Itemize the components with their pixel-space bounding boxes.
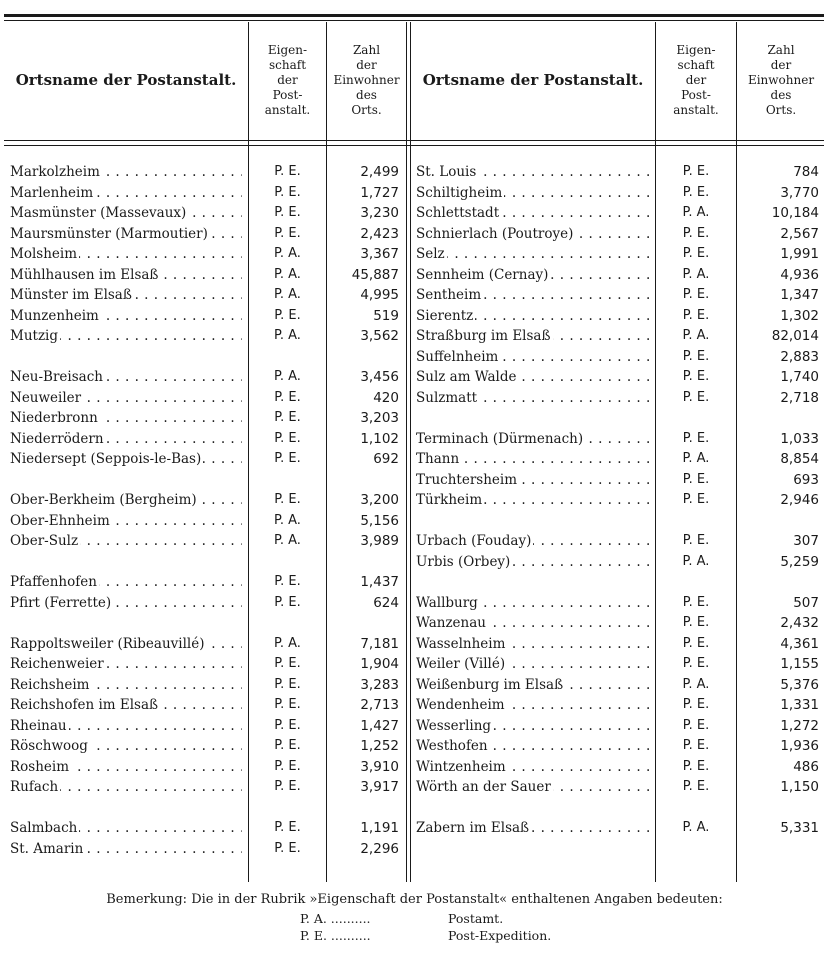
population: 1,991 [780, 246, 819, 262]
place-name: Schnierlach (Poutroye) . . . [416, 224, 651, 244]
population: 82,014 [771, 328, 819, 344]
top-rule-thin [4, 20, 824, 21]
office-type: P. A. [682, 553, 710, 569]
place-name: Sierentz . . . [416, 306, 651, 326]
place-name: Röschwoog . . . [10, 736, 242, 756]
table-row [0, 306, 829, 326]
place-name: Suffelnheim . . . [416, 347, 651, 367]
population: 486 [793, 758, 819, 775]
office-type: P. E. [274, 225, 301, 241]
office-type: P. E. [274, 656, 301, 671]
place-name: Reichshofen im Elsaß . . . [10, 695, 242, 715]
population: 2,423 [360, 225, 399, 242]
population: 4,936 [780, 266, 819, 283]
population: 5,259 [780, 553, 819, 570]
header-type-right [656, 24, 736, 136]
place-name: Munzenheim . . . [10, 306, 242, 326]
place-name: Reichenweier . . . [10, 654, 242, 674]
population: 4,361 [780, 635, 819, 652]
place-name: Straßburg im Elsaß . . . [416, 326, 651, 346]
place-name: Neuweiler . . . [10, 388, 242, 408]
office-type: P. E. [682, 389, 710, 405]
office-type: P. E. [682, 287, 710, 302]
population: 2,883 [780, 348, 819, 365]
place-name: Sulzmatt . . . [416, 388, 651, 408]
table-row [0, 326, 829, 346]
table-row [0, 613, 829, 633]
office-type: P. E. [274, 717, 301, 733]
place-name: Neu-Breisach . . . [10, 367, 242, 387]
header-pop-right [737, 24, 825, 136]
office-type: P. E. [682, 697, 710, 712]
place-name: Zabern im Elsaß . . . [416, 818, 651, 838]
header-line: des [356, 87, 377, 102]
place-name: Wasselnheim . . . [416, 634, 651, 654]
population: 1,904 [360, 656, 399, 672]
population: 3,367 [360, 246, 399, 262]
place-name: Maursmünster (Marmoutier) . . . [10, 224, 242, 244]
population: 624 [373, 594, 399, 611]
place-name: Selz . . . [416, 244, 651, 264]
population: 307 [793, 533, 819, 549]
office-type: P. A. [274, 266, 301, 282]
header-line: Post- [272, 87, 303, 102]
office-type: P. E. [274, 451, 301, 466]
office-type: P. E. [274, 184, 301, 200]
office-type: P. A. [274, 512, 301, 528]
header-line: anstalt. [264, 102, 311, 117]
header-rule-2 [4, 145, 824, 146]
header-line: Post- [681, 87, 711, 102]
table-row [0, 818, 829, 838]
office-type: P. A. [274, 328, 301, 343]
office-type: P. E. [682, 717, 710, 733]
population: 7,181 [360, 635, 399, 652]
office-type: P. E. [274, 779, 301, 794]
header-line: Eigen- [267, 42, 308, 57]
table-row [0, 777, 829, 797]
office-type: P. E. [682, 779, 710, 794]
place-name: Wintzenheim . . . [416, 757, 651, 777]
header-type-left [249, 24, 326, 136]
population: 693 [793, 471, 819, 488]
office-type: P. E. [274, 738, 301, 753]
office-type: P. E. [682, 758, 710, 774]
population: 3,562 [360, 328, 399, 344]
place-name: Masmünster (Massevaux) . . . [10, 203, 242, 223]
place-name: Weiler (Villé) . . . [416, 654, 651, 674]
place-name: Wendenheim . . . [416, 695, 651, 715]
place-name: Ober-Berkheim (Bergheim) . . . [10, 490, 242, 510]
place-name: Wallburg . . . [416, 593, 651, 613]
office-type: P. E. [274, 389, 301, 405]
header-line: Einwohner [747, 72, 815, 87]
population: 5,376 [780, 676, 819, 693]
office-type: P. E. [274, 758, 301, 774]
table-row [0, 531, 829, 551]
office-type: P. E. [682, 492, 710, 507]
table-row [0, 244, 829, 264]
place-name: St. Louis . . . [416, 162, 651, 182]
office-type: P. E. [682, 246, 710, 261]
population: 1,191 [360, 820, 399, 836]
population: 1,252 [360, 738, 399, 754]
header-rule [4, 140, 824, 141]
office-type: P. E. [682, 471, 710, 487]
place-name: Rufach . . . [10, 777, 242, 797]
table-row [0, 183, 829, 203]
population: 3,917 [360, 779, 399, 795]
office-type: P. E. [682, 307, 710, 323]
office-type: P. E. [274, 697, 301, 712]
office-type: P. E. [274, 205, 301, 220]
header-name-left: Ortsname der Postanstalt. [15, 70, 237, 89]
table-row [0, 572, 829, 592]
legend-meaning-pe: Post-Expedition. [448, 928, 552, 943]
place-name: Pfaffenhofen . . . [10, 572, 242, 592]
office-type: P. A. [682, 451, 710, 466]
population: 507 [793, 594, 819, 611]
header-line: der [356, 57, 377, 72]
office-type: P. A. [682, 205, 710, 220]
header-pop-left [327, 24, 406, 136]
office-type: P. E. [274, 574, 301, 589]
table-row [0, 511, 829, 531]
population: 10,184 [771, 205, 819, 221]
population: 3,770 [780, 184, 819, 201]
header-line: Zahl [767, 42, 795, 57]
office-type: P. E. [682, 615, 710, 630]
header-line: schaft [268, 57, 307, 72]
place-name: Rosheim . . . [10, 757, 242, 777]
office-type: P. E. [682, 533, 710, 548]
population: 2,567 [780, 225, 819, 242]
place-name: Münster im Elsaß . . . [10, 285, 242, 305]
place-name: Schiltigheim . . . [416, 183, 651, 203]
population: 45,887 [351, 266, 399, 283]
population: 1,102 [360, 430, 399, 447]
place-name: Niederrödern . . . [10, 429, 242, 449]
population: 1,347 [780, 287, 819, 303]
place-name: Rappoltsweiler (Ribeauvillé) . . . [10, 634, 242, 654]
office-type: P. E. [274, 594, 301, 610]
header-line: Eigen- [676, 42, 716, 57]
population: 3,230 [360, 205, 399, 221]
population: 2,499 [360, 164, 399, 180]
population: 1,155 [780, 656, 819, 672]
place-name: Wesserling . . . [416, 716, 651, 736]
office-type: P. E. [682, 225, 710, 241]
population: 1,936 [780, 738, 819, 754]
header-line: der [770, 57, 792, 72]
header-name-right: Ortsname der Postanstalt. [422, 70, 644, 89]
remark-note [0, 892, 829, 907]
table-row [0, 757, 829, 777]
place-name: Thann . . . [416, 449, 651, 469]
population: 3,989 [360, 533, 399, 549]
population: 3,910 [360, 758, 399, 775]
population: 2,432 [780, 615, 819, 631]
office-type: P. A. [274, 246, 301, 261]
top-rule-thick [4, 14, 824, 17]
population: 1,437 [360, 574, 399, 590]
place-name: Weißenburg im Elsaß . . . [416, 675, 651, 695]
office-type: P. E. [682, 184, 710, 200]
legend-abbr-pe: P. E. .......... [300, 928, 371, 943]
population: 2,718 [780, 389, 819, 406]
place-name: Niederbronn . . . [10, 408, 242, 428]
place-name: Urbach (Fouday) . . . [416, 531, 651, 551]
table-row [0, 593, 829, 613]
population: 3,200 [360, 492, 399, 508]
header-line: Einwohner [333, 72, 400, 87]
office-type: P. A. [274, 533, 301, 548]
place-name: Schlettstadt . . . [416, 203, 651, 223]
population: 1,727 [360, 184, 399, 201]
population: 5,156 [360, 512, 399, 529]
office-type: P. E. [274, 820, 301, 835]
place-name: Mühlhausen im Elsaß . . . [10, 265, 242, 285]
header-line: der [277, 72, 298, 87]
header-line: Orts. [351, 102, 382, 117]
header-line: Zahl [352, 42, 381, 57]
place-name: Rheinau . . . [10, 716, 242, 736]
place-name: Markolzheim . . . [10, 162, 242, 182]
place-name: Wanzenau . . . [416, 613, 651, 633]
population: 1,740 [780, 369, 819, 385]
table-row [0, 675, 829, 695]
place-name: Ober-Ehnheim . . . [10, 511, 242, 531]
place-name: Reichsheim . . . [10, 675, 242, 695]
office-type: P. E. [274, 676, 301, 692]
place-name: St. Amarin . . . [10, 839, 242, 859]
office-type: P. E. [682, 738, 710, 753]
header-line: des [770, 87, 792, 102]
population: 3,456 [360, 369, 399, 385]
office-type: P. E. [682, 164, 710, 179]
population: 3,283 [360, 676, 399, 693]
place-name: Sentheim . . . [416, 285, 651, 305]
population: 784 [793, 164, 819, 180]
place-name: Wörth an der Sauer . . . [416, 777, 651, 797]
place-name: Salmbach . . . [10, 818, 242, 838]
table-row [0, 470, 829, 490]
place-name: Urbis (Orbey) . . . [416, 552, 651, 572]
office-type: P. A. [682, 676, 710, 692]
place-name: Sulz am Walde . . . [416, 367, 651, 387]
place-name: Niedersept (Seppois-le-Bas) . . . [10, 449, 242, 469]
table-row [0, 347, 829, 367]
place-name: Marlenheim . . . [10, 183, 242, 203]
population: 4,995 [360, 287, 399, 303]
population: 1,302 [780, 307, 819, 324]
place-name: Terminach (Dürmenach) . . . [416, 429, 651, 449]
office-type: P. E. [682, 430, 710, 446]
population: 692 [373, 451, 399, 467]
office-type: P. A. [274, 635, 301, 651]
population: 2,296 [360, 840, 399, 857]
table-row [0, 716, 829, 736]
place-name: Truchtersheim . . . [416, 470, 651, 490]
header-line: anstalt. [673, 102, 719, 117]
office-type: P. E. [274, 410, 301, 425]
population: 420 [373, 389, 399, 406]
office-type: P. A. [274, 369, 301, 384]
table-row [0, 388, 829, 408]
office-type: P. A. [682, 820, 710, 835]
population: 2,713 [360, 697, 399, 713]
population: 519 [373, 307, 399, 324]
place-name: Türkheim . . . [416, 490, 651, 510]
population: 1,331 [780, 697, 819, 713]
population: 1,272 [780, 717, 819, 734]
place-name: Pfirt (Ferrette) . . . [10, 593, 242, 613]
header-line: schaft [677, 57, 715, 72]
table-row [0, 839, 829, 859]
table-row [0, 736, 829, 756]
legend-abbr-pa: P. A. .......... [300, 911, 371, 926]
header-line: der [685, 72, 707, 87]
table-row [0, 552, 829, 572]
office-type: P. E. [274, 840, 301, 856]
table-row [0, 408, 829, 428]
table-row [0, 654, 829, 674]
table-row [0, 429, 829, 449]
table-row [0, 162, 829, 182]
office-type: P. E. [274, 430, 301, 446]
population: 8,854 [780, 451, 819, 467]
table-row [0, 367, 829, 387]
office-type: P. A. [274, 287, 301, 302]
place-name: Sennheim (Cernay) . . . [416, 265, 651, 285]
office-type: P. E. [682, 348, 710, 364]
office-type: P. E. [274, 492, 301, 507]
place-name: Molsheim . . . [10, 244, 242, 264]
legend-meaning-pa: Postamt. [448, 911, 504, 926]
office-type: P. A. [682, 328, 710, 343]
population: 3,203 [360, 410, 399, 426]
population: 2,946 [780, 492, 819, 508]
office-type: P. E. [274, 164, 301, 179]
population: 1,033 [780, 430, 819, 447]
office-type: P. E. [682, 635, 710, 651]
office-type: P. A. [682, 266, 710, 282]
population: 1,427 [360, 717, 399, 734]
population: 5,331 [780, 820, 819, 836]
header-line: Orts. [765, 102, 797, 117]
office-type: P. E. [682, 369, 710, 384]
place-name: Westhofen . . . [416, 736, 651, 756]
office-type: P. E. [682, 656, 710, 671]
population: 1,150 [780, 779, 819, 795]
place-name: Mutzig . . . [10, 326, 242, 346]
office-type: P. E. [274, 307, 301, 323]
remark-text: Bemerkung: Die in der Rubrik »Eigenschaft der Postanstalt« enthaltenen Angaben bedeuten: [106, 892, 723, 907]
place-name: Ober-Sulz . . . [10, 531, 242, 551]
office-type: P. E. [682, 594, 710, 610]
